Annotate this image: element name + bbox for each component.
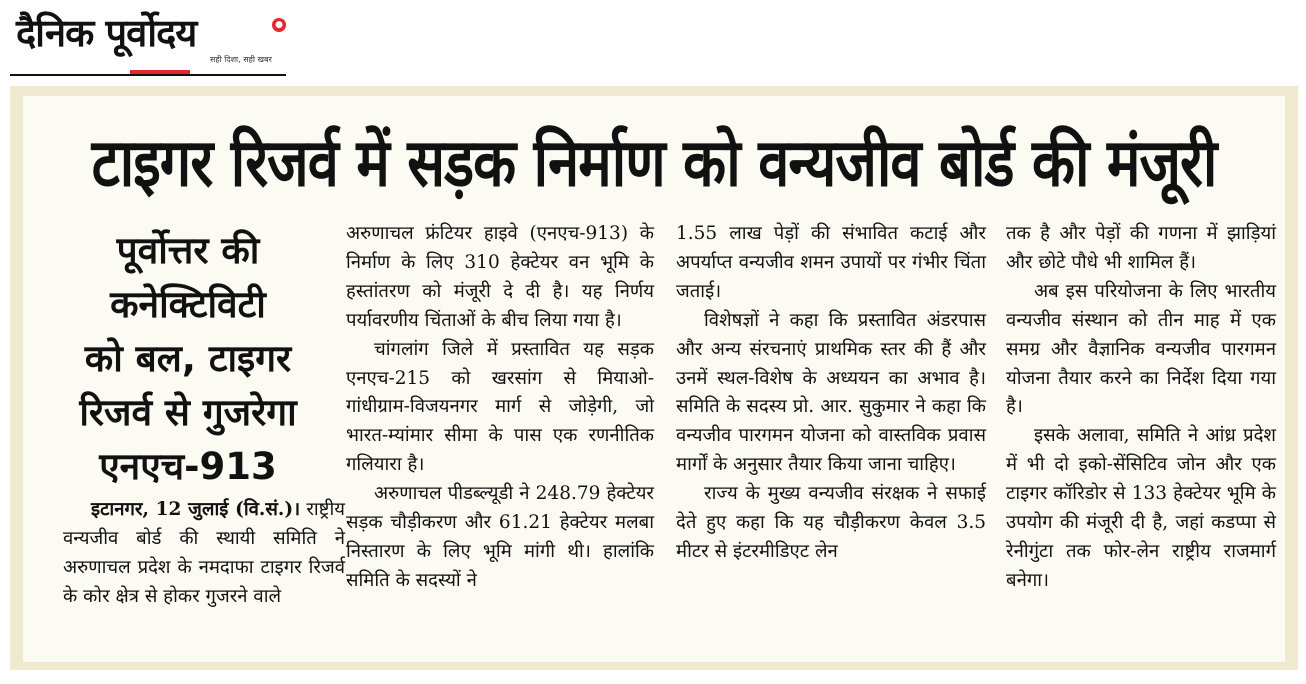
article-dateline: इटानगर, 12 जुलाई (वि.सं.)। bbox=[91, 499, 301, 520]
article-column-1 bbox=[63, 496, 345, 612]
article-paragraph: चांगलांग जिले में प्रस्तावित यह सड़क एनएच-215 को खरसांग से मियाओ-गांधीग्राम-विजयनगर मार्ग से जोड़ेगी, जो भारत-म्यांमार सीमा के पास एक रणनीतिक गलियारा है। bbox=[346, 338, 654, 476]
article-paragraph: अरुणाचल फ्रंटियर हाइवे (एनएच-913) के निर्माण के लिए 310 हेक्टेयर वन भूमि के हस्तांतरण को मंजूरी दे दी है। यह निर्णय पर्यावरणीय चिंताओं के बीच लिया गया है। bbox=[346, 223, 654, 331]
article-column-4 bbox=[1006, 220, 1276, 596]
article-paragraph: अरुणाचल पीडब्ल्यूडी ने 248.79 हेक्टेयर सड़क चौड़ीकरण और 61.21 हेक्टेयर मलबा निस्तारण के लिए भूमि मांगी थी। हालांकि समिति के सदस्यों ने bbox=[346, 483, 654, 591]
article-paragraph: इसके अलावा, समिति ने आंध्र प्रदेश में भी दो इको-सेंसिटिव जोन और एक टाइगर कॉरिडोर से 133 हेक्टेयर भूमि के उपयोग की मंजूरी दी है, जहां कडप्पा से रेनीगुंटा तक फोर-लेन राष्ट्रीय राजमार्ग बनेगा। bbox=[1006, 425, 1276, 591]
news-clipping bbox=[10, 86, 1298, 670]
article-paragraph: विशेषज्ञों ने कहा कि प्रस्तावित अंडरपास और अन्य संरचनाएं प्राथमिक स्तर की हैं और उनमें स्थल-विशेष के अध्ययन का अभाव है। समिति के सदस्य प्रो. आर. सुकुमार ने कहा कि वन्यजीव पारगमन योजना को वास्तविक प्रवास मार्गों के अनुसार तैयार किया जाना चाहिए। bbox=[676, 309, 986, 476]
article-paragraph: राज्य के मुख्य वन्यजीव संरक्षक ने सफाई देते हुए कहा कि यह चौड़ीकरण केवल 3.5 मीटर से इंटरमीडिएट लेन bbox=[676, 483, 986, 562]
clipping-paper bbox=[23, 96, 1285, 662]
article-paragraph: तक है और पेड़ों की गणना में झाड़ियां और छोटे पौधे भी शामिल हैं। bbox=[1006, 223, 1276, 273]
article-paragraph: 1.55 लाख पेड़ों की संभावित कटाई और अपर्याप्त वन्यजीव शमन उपायों पर गंभीर चिंता जताई। bbox=[676, 223, 986, 302]
subhead-line: पूर्वोत्तर की bbox=[116, 229, 260, 272]
subhead-line: कनेक्टिविटी bbox=[110, 283, 266, 326]
article-column-3 bbox=[676, 220, 986, 567]
article-paragraph: अब इस परियोजना के लिए भारतीय वन्यजीव संस्थान को तीन माह में एक समग्र और वैज्ञानिक वन्यजीव पारगमन योजना तैयार करने का निर्देश दिया गया है। bbox=[1006, 280, 1276, 418]
article-paragraph bbox=[63, 496, 345, 612]
subhead-line: रिजर्व से गुजरेगा bbox=[79, 391, 297, 434]
article-subhead bbox=[43, 224, 333, 494]
masthead-tagline: सही दिशा, सही खबर bbox=[210, 55, 272, 64]
logo-dot-icon: ● bbox=[272, 18, 286, 32]
masthead bbox=[10, 4, 290, 76]
subhead-line: एनएच-913 bbox=[99, 445, 277, 488]
masthead-rule bbox=[10, 74, 286, 76]
article-headline: टाइगर रिजर्व में सड़क निर्माण को वन्यजीव बोर्ड की मंजूरी bbox=[91, 125, 1217, 203]
newspaper-logo: दैनिक पूर्वोदय bbox=[16, 11, 197, 55]
paragraph-text: राष्ट्रीय वन्यजीव बोर्ड की स्थायी समिति ने अरुणाचल प्रदेश के नमदाफा टाइगर रिजर्व के कोर क्षेत्र से होकर गुजरने वाले bbox=[63, 499, 345, 607]
article-column-2 bbox=[346, 220, 654, 596]
subhead-line: को बल, टाइगर bbox=[84, 337, 292, 380]
